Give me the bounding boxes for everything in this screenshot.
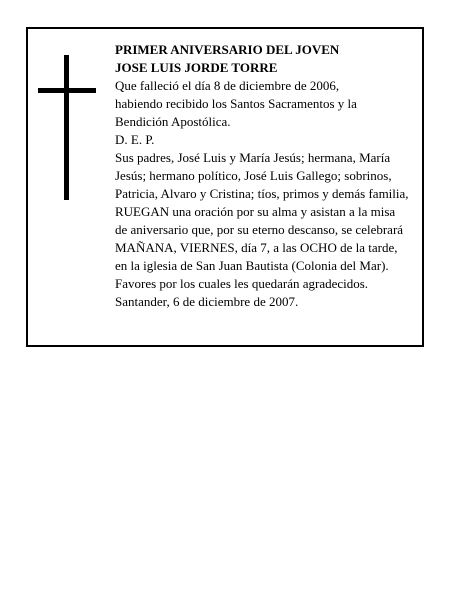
notice-body-line: Santander, 6 de diciembre de 2007.	[115, 294, 299, 309]
notice-body-line: Bendición Apostólica.	[115, 114, 231, 129]
cross-vertical-bar	[64, 55, 69, 200]
cross-icon	[38, 55, 102, 200]
notice-body-line: en la iglesia de San Juan Bautista (Colonia del Mar).	[115, 258, 389, 273]
notice-body-line: habiendo recibido los Santos Sacramentos y la	[115, 96, 357, 111]
cross-horizontal-bar	[38, 88, 96, 93]
notice-body-line: de aniversario que, por su eterno descanso, se celebrará	[115, 222, 404, 237]
notice-body-line: Que falleció el día 8 de diciembre de 2006,	[115, 78, 340, 93]
notice-body-line: RUEGAN una oración por su alma y asistan a la misa	[115, 204, 396, 219]
notice-body-line: Jesús; hermano político, José Luis Gallego; sobrinos,	[115, 168, 392, 183]
notice-body-line: D. E. P.	[115, 132, 155, 147]
obituary-notice	[26, 27, 424, 347]
notice-title-line-1: PRIMER ANIVERSARIO DEL JOVEN	[115, 42, 340, 57]
notice-body-line: MAÑANA, VIERNES, día 7, a las OCHO de la tarde,	[115, 240, 398, 255]
notice-text	[115, 41, 420, 311]
notice-body-line: Favores por los cuales les quedarán agradecidos.	[115, 276, 369, 291]
notice-title-line-2: JOSE LUIS JORDE TORRE	[115, 60, 278, 75]
notice-body-line: Patricia, Alvaro y Cristina; tíos, primos y demás familia,	[115, 186, 409, 201]
notice-body-line: Sus padres, José Luis y María Jesús; hermana, María	[115, 150, 391, 165]
